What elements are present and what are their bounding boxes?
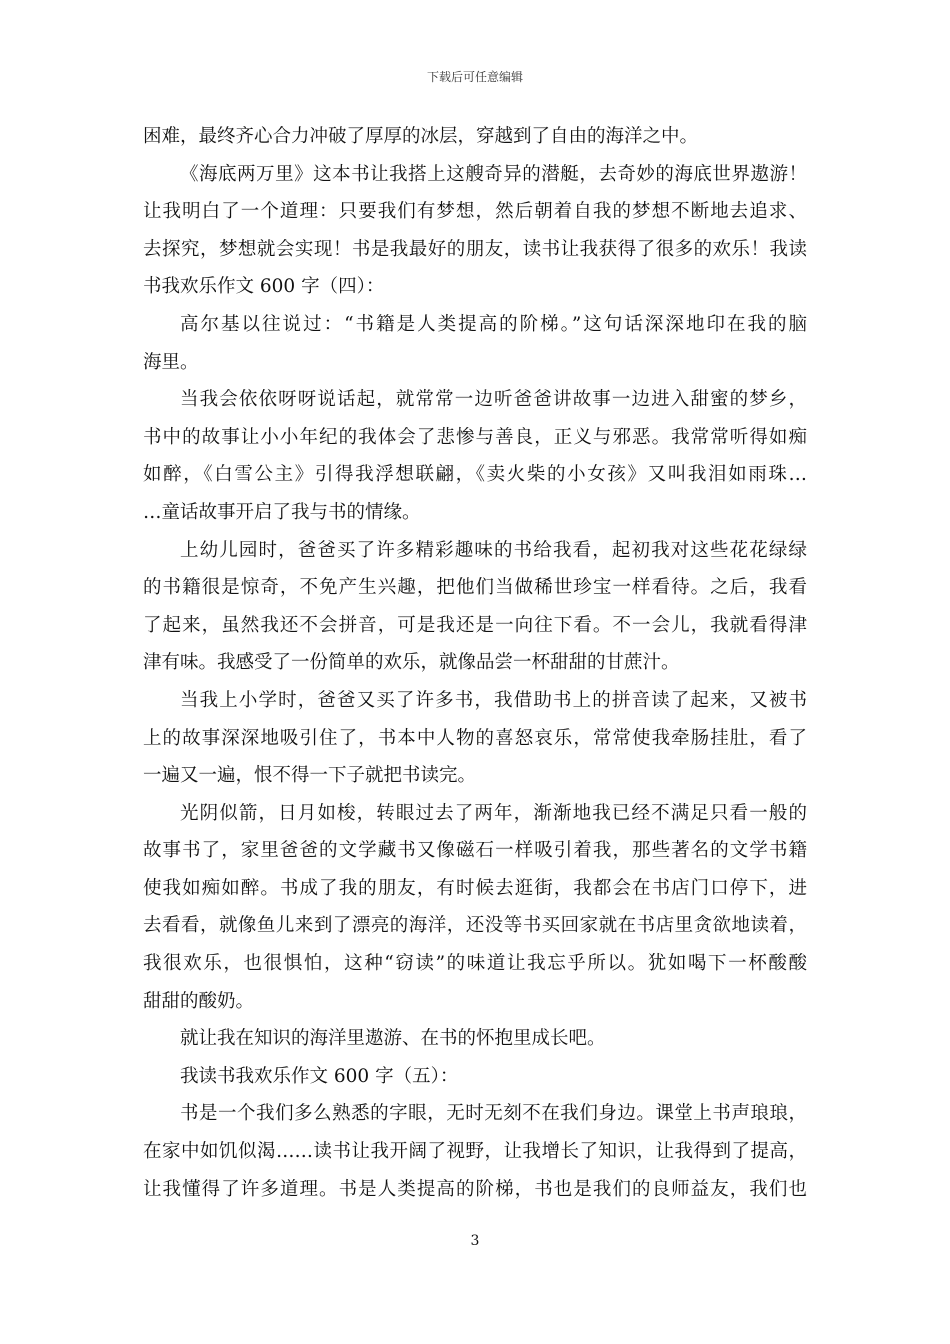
text-line: 使我如痴如醉。书成了我的朋友，有时候去逛街，我都会在书店门口停下，进 [143, 877, 807, 899]
text-line: 高尔基以往说过：“书籍是人类提高的阶梯。”这句话深深地印在我的脑 [180, 313, 807, 335]
text-line: 当我上小学时，爸爸又买了许多书，我借助书上的拼音读了起来，又被书 [180, 689, 807, 711]
text-line: 困难，最终齐心合力冲破了厚厚的冰层，穿越到了自由的海洋之中。 [143, 126, 699, 147]
text-line: 《海底两万里》这本书让我搭上这艘奇异的潜艇，去奇妙的海底世界遨游！ [180, 163, 807, 185]
text-line: 让我明白了一个道理：只要我们有梦想，然后朝着自我的梦想不断地去追求、 [143, 201, 807, 223]
text-line: 书我欢乐作文 600 字（四）： [143, 276, 385, 298]
text-line: 津有味。我感受了一份简单的欢乐，就像品尝一杯甜甜的甘蔗汁。 [143, 652, 680, 674]
document-body [143, 118, 807, 1208]
page-header: 下载后可任意编辑 [426, 70, 523, 84]
text-line: 去看看，就像鱼儿来到了漂亮的海洋，还没等书买回家就在书店里贪欲地读着， [143, 915, 807, 937]
text-line: 书中的故事让小小年纪的我体会了悲惨与善良，正义与邪恶。我常常听得如痴 [143, 426, 807, 448]
text-line: 就让我在知识的海洋里遨游、在书的怀抱里成长吧。 [180, 1028, 606, 1050]
text-line: 上的故事深深地吸引住了，书本中人物的喜怒哀乐，常常使我牵肠挂肚，看了 [143, 727, 807, 749]
text-line: 上幼儿园时，爸爸买了许多精彩趣味的书给我看，起初我对这些花花绿绿 [180, 539, 807, 561]
text-line: 去探究，梦想就会实现！书是我最好的朋友，读书让我获得了很多的欢乐！我读 [143, 238, 807, 260]
text-line: 让我懂得了许多道理。书是人类提高的阶梯，书也是我们的良师益友，我们也 [143, 1178, 807, 1200]
text-line: 了起来，虽然我还不会拼音，可是我还是一向往下看。不一会儿，我就看得津 [143, 614, 807, 636]
text-line: 甜甜的酸奶。 [143, 990, 255, 1012]
text-line: 我读书我欢乐作文 600 字（五）： [180, 1065, 459, 1087]
text-line: 书是一个我们多么熟悉的字眼，无时无刻不在我们身边。课堂上书声琅琅， [180, 1103, 807, 1125]
text-line: 的书籍很是惊奇，不免产生兴趣，把他们当做稀世珍宝一样看待。之后，我看 [143, 577, 807, 599]
text-line: 我很欢乐，也很惧怕，这种“窃读”的味道让我忘乎所以。犹如喝下一杯酸酸 [143, 953, 807, 975]
page-number: 3 [470, 1233, 480, 1249]
text-line: 如醉，《白雪公主》引得我浮想联翩，《卖火柴的小女孩》又叫我泪如雨珠… [143, 464, 807, 486]
text-line: 海里。 [143, 351, 199, 373]
text-line: 光阴似箭，日月如梭，转眼过去了两年，渐渐地我已经不满足只看一般的 [180, 802, 807, 824]
text-line: …童话故事开启了我与书的情缘。 [143, 501, 421, 523]
text-line: 当我会依依呀呀说话起，就常常一边听爸爸讲故事一边进入甜蜜的梦乡， [180, 389, 807, 411]
text-line: 在家中如饥似渴……读书让我开阔了视野，让我增长了知识，让我得到了提高， [143, 1141, 807, 1163]
text-line: 一遍又一遍，恨不得一下子就把书读完。 [143, 765, 477, 787]
text-line: 故事书了，家里爸爸的文学藏书又像磁石一样吸引着我，那些著名的文学书籍 [143, 840, 807, 862]
